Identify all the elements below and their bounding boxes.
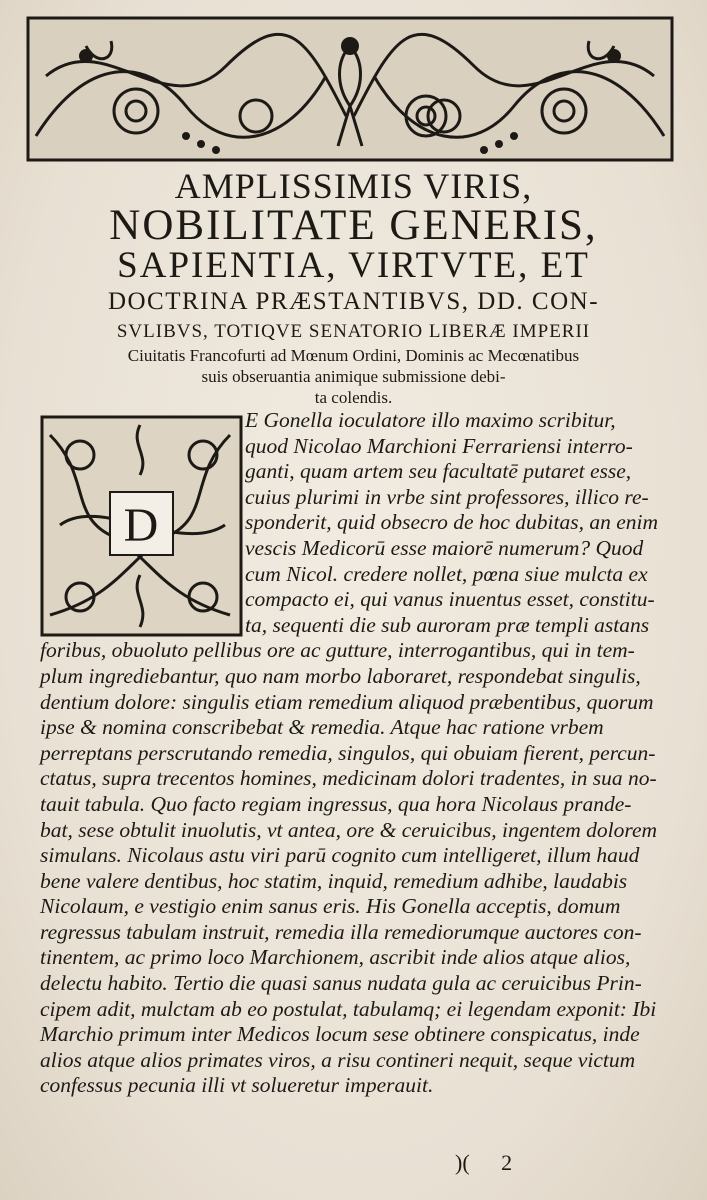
text-line: quod Nicolao Marchioni Ferrariensi interro- — [245, 433, 633, 458]
text-line: regressus tabulam instruit, remedia illa remediorumque auctores con- — [40, 919, 642, 944]
ornamental-headpiece — [26, 16, 674, 162]
text-line: cuius plurimi in vrbe sint professores, illico re- — [245, 484, 649, 509]
dedication-line-6: Ciuitatis Francofurti ad Mœnum Ordini, Dominis ac Mecœnatibus — [127, 346, 580, 365]
text-line: Nicolaum, e vestigio enim sanus eris. His Gonella acceptis, domum — [40, 894, 621, 919]
text-line: ctatus, supra trecentos homines, medicinam dolori tradentes, in sua no- — [40, 766, 657, 791]
text-line: plum ingrediebantur, quo nam morbo laboraret, respondebat singulis, — [40, 663, 641, 688]
page-number: 2 — [501, 1150, 513, 1175]
dedication-line-8: ta colendis. — [314, 388, 393, 407]
text-line: compacto ei, qui vanus inuentus esset, constitu- — [245, 587, 655, 612]
text-line: simulans. Nicolaus astu viri parū cognito cum intelligeret, illum haud — [40, 843, 640, 868]
text-line: vescis Medicorū esse maiorē numerum? Quod — [245, 535, 644, 560]
text-line: dentium dolore: singulis etiam remedium aliquod præbentibus, quorum — [40, 689, 654, 714]
dedication-line-3: SAPIENTIA, VIRTVTE, ET — [117, 245, 590, 286]
text-line: tinentem, ac primo loco Marchionem, ascribit inde alios atque alios, — [40, 945, 631, 970]
dedication-line-1: AMPLISSIMIS VIRIS, — [174, 166, 533, 206]
text-line: ipse & nomina conscribebat & remedia. Atque hac ratione vrbem — [40, 715, 604, 740]
text-line: confessus pecunia illi vt solueretur imperauit. — [40, 1073, 434, 1098]
initial-letter: D — [123, 499, 159, 552]
dedication-line-4: DOCTRINA PRÆSTANTIBVS, DD. CON- — [107, 288, 600, 315]
text-line: ganti, quam artem seu facultatē putaret esse, — [245, 459, 632, 484]
dedication-line-5: SVLIBVS, TOTIQVE SENATORIO LIBERÆ IMPERII — [116, 321, 591, 342]
text-line: perreptans perscrutando remedia, singulos, qui obuiam fierent, percun- — [40, 740, 656, 765]
text-line: sponderit, quid obsecro de hoc dubitas, an enim — [245, 510, 659, 535]
dedication-line-2: NOBILITATE GENERIS, — [109, 202, 598, 249]
body-text — [40, 408, 670, 1099]
text-line: Marchio primum inter Medicos locum sese obtinere conspicatus, inde — [40, 1022, 640, 1047]
text-line: ta, sequenti die sub auroram præ templi astans — [245, 612, 650, 637]
text-line: cum Nicol. credere nollet, pœna siue mulcta ex — [245, 561, 648, 586]
text-line: tauit tabula. Quo facto regiam ingressus, qua hora Nicolaus prande- — [40, 791, 632, 816]
text-line: bat, sese obtulit inuolutis, vt antea, ore & ceruicibus, ingentem dolorem — [40, 817, 658, 842]
dedication-line-7: suis obseruantia animique submissione debi- — [201, 367, 506, 386]
dedication-heading — [0, 166, 707, 408]
text-line: E Gonella ioculatore illo maximo scribitur, — [245, 408, 616, 432]
text-line: foribus, obuoluto pellibus ore ac gutture, interrogantibus, qui in tem- — [40, 638, 635, 663]
signature-mark: )( — [455, 1150, 470, 1175]
page-footer — [455, 1150, 538, 1176]
text-line: cipem adit, mulctam ab eo postulat, tabulamq; ei legendam exponit: Ibi — [40, 996, 657, 1021]
text-line: alios atque alios primates viros, a risu contineri nequit, seque victum — [40, 1047, 636, 1072]
text-line: bene valere dentibus, hoc statim, inquid, remedium adhibe, laudabis — [40, 868, 628, 893]
text-line: delectu habito. Tertio die quasi sanus nudata gula ac ceruicibus Prin- — [40, 971, 642, 996]
